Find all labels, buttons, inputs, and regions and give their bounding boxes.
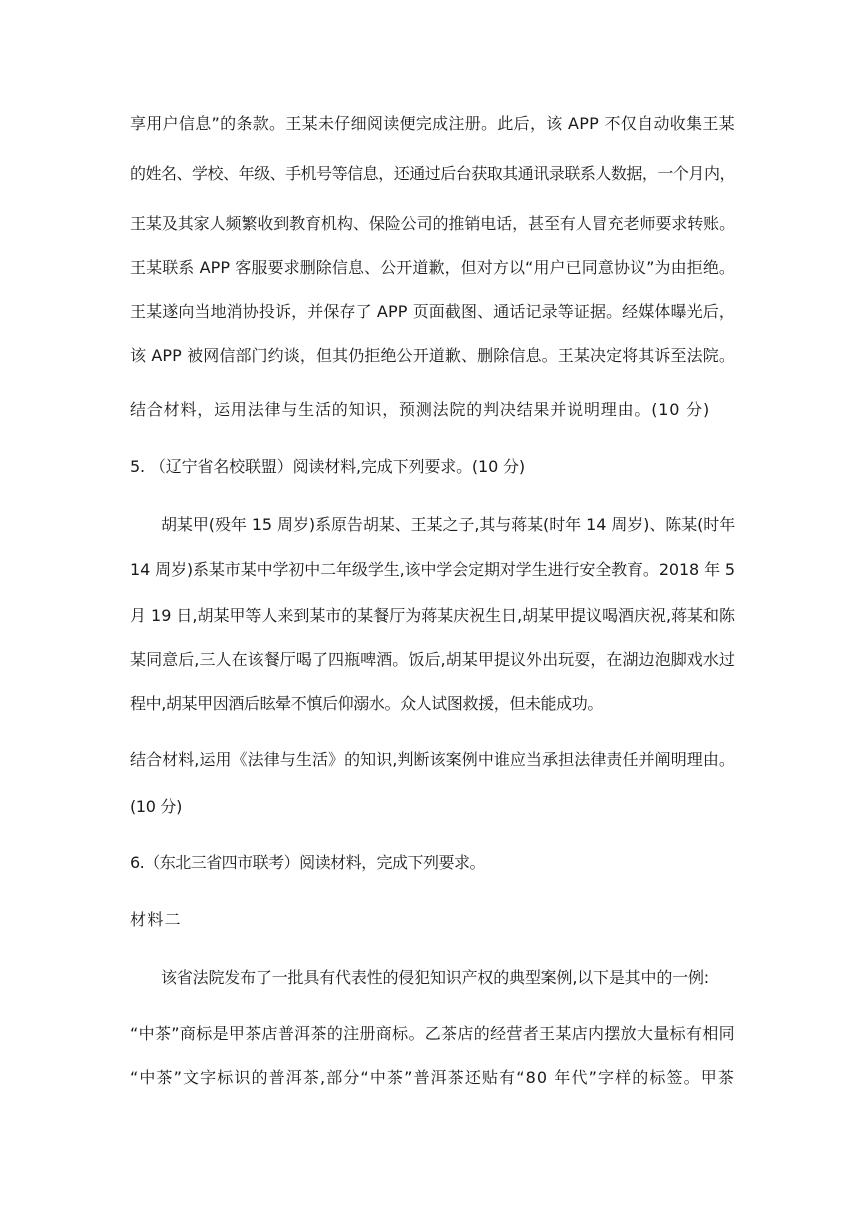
text-line-4: 王某联系 APP 客服要求删除信息、公开道歉，但对方以“用户已同意协议”为由拒绝。 (130, 258, 736, 277)
question-5-score: (10 分) (130, 797, 182, 816)
text-line-6: 该 APP 被网信部门约谈，但其仍拒绝公开道歉、删除信息。王某决定将其诉至法院。 (130, 346, 735, 365)
text-line-13: 程中,胡某甲因酒后眩晕不慎后仰溺水。众人试图救援，但未能成功。 (130, 694, 603, 713)
text-line-2: 的姓名、学校、年级、手机号等信息，还通过后台获取其通讯录联系人数据，一个月内， (130, 164, 735, 183)
material-2-label: 材料二 (130, 910, 182, 929)
question-5-heading: 5. （辽宁省名校联盟）阅读材料,完成下列要求。(10 分) (130, 457, 525, 476)
text-line-12: 某同意后,三人在该餐厅喝了四瓶啤酒。饭后,胡某甲提议外出玩耍，在湖边泡脚戏水过 (130, 650, 735, 669)
text-line-1: 享用户信息”的条款。王某未仔细阅读便完成注册。此后，该 APP 不仅自动收集王某 (130, 114, 735, 133)
text-line-3: 王某及其家人频繁收到教育机构、保险公司的推销电话，甚至有人冒充老师要求转账。 (130, 214, 735, 233)
text-line-9: 胡某甲(殁年 15 周岁)系原告胡某、王某之子,其与蒋某(时年 14 周岁)、陈某(时年 (161, 515, 736, 534)
text-line-10: 14 周岁)系某市某中学初中二年级学生,该中学会定期对学生进行安全教育。2018 年 5 (130, 560, 736, 579)
question-5-prompt: 结合材料,运用《法律与生活》的知识,判断该案例中谁应当承担法律责任并阐明理由。 (130, 750, 735, 769)
question-4-prompt: 结合材料，运用法律与生活的知识，预测法院的判决结果并说明理由。(10 分) (130, 400, 711, 419)
text-line-18: 该省法院发布了一批具有代表性的侵犯知识产权的典型案例,以下是其中的一例: (161, 968, 709, 987)
text-line-11: 月 19 日,胡某甲等人来到某市的某餐厅为蒋某庆祝生日,胡某甲提议喝酒庆祝,蒋某和陈 (130, 606, 735, 625)
text-line-5: 王某遂向当地消协投诉，并保存了 APP 页面截图、通话记录等证据。经媒体曝光后， (130, 302, 735, 321)
text-line-19: “中茶”商标是甲茶店普洱茶的注册商标。乙茶店的经营者王某店内摆放大量标有相同 (130, 1024, 735, 1043)
question-6-heading: 6.（东北三省四市联考）阅读材料，完成下列要求。 (130, 853, 485, 872)
text-line-20: “中茶”文字标识的普洱茶,部分“中茶”普洱茶还贴有“80 年代”字样的标签。甲茶 (130, 1068, 735, 1087)
